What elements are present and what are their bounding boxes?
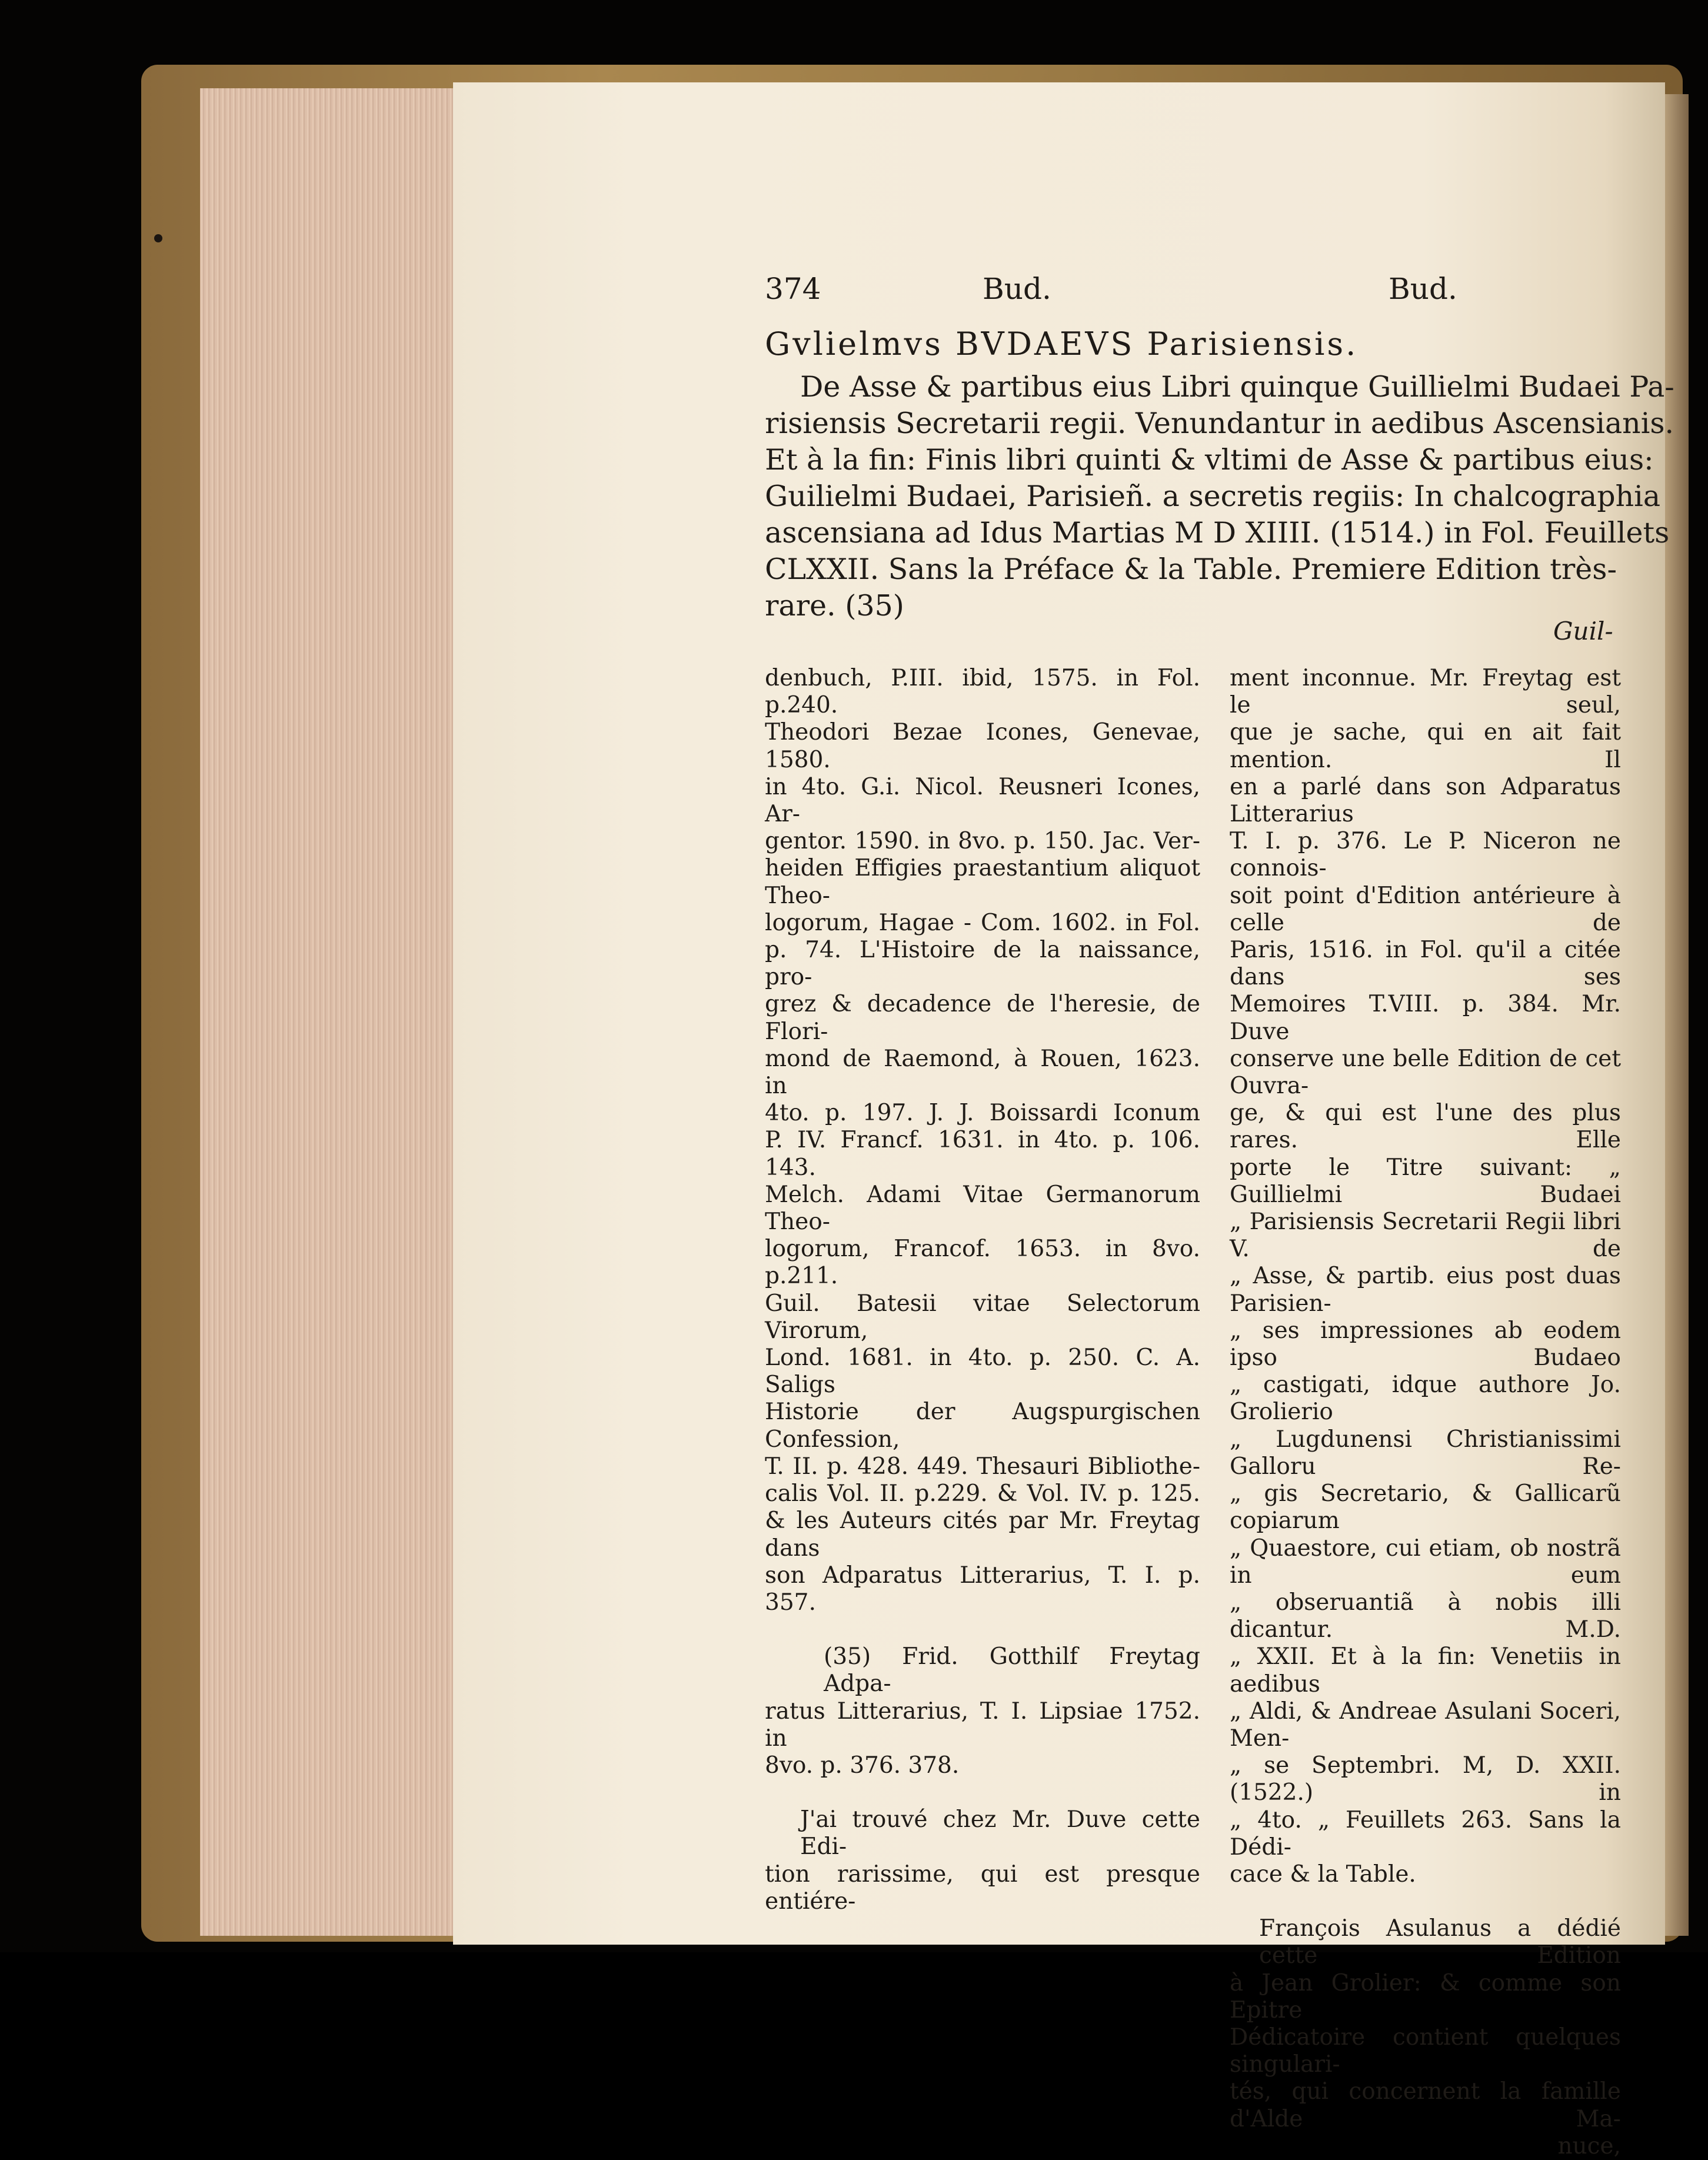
note-line: grez & decadence de l'heresie, de Flori- bbox=[765, 991, 1200, 1045]
note-line: gentor. 1590. in 8vo. p. 150. Jac. Ver- bbox=[765, 828, 1200, 855]
note-line: mond de Raemond, à Rouen, 1623. in bbox=[765, 1045, 1200, 1100]
right-column bbox=[1230, 665, 1621, 2160]
entry-line: risiensis Secretarii regii. Venundantur in aedibus Ascensianis. bbox=[765, 407, 1674, 440]
paragraph-line: conserve une belle Edition de cet Ouvra- bbox=[1230, 1045, 1621, 1100]
paragraph-line: „ Quaestore, cui etiam, ob nostrã in eum bbox=[1230, 1535, 1621, 1589]
paragraph-line: „ Parisiensis Secretarii Regii libri V. de bbox=[1230, 1209, 1621, 1263]
paragraph-line: „ Aldi, & Andreae Asulani Soceri, Men- bbox=[1230, 1698, 1621, 1752]
paragraph-line: ment inconnue. Mr. Freytag est le seul, bbox=[1230, 665, 1621, 719]
paragraph-line: porte le Titre suivant: „ Guillielmi Budaei bbox=[1230, 1154, 1621, 1208]
note-line: denbuch, P.III. ibid, 1575. in Fol. p.240. bbox=[765, 665, 1200, 719]
paragraph-line: Dédicatoire contient quelques singulari- bbox=[1230, 2023, 1621, 2078]
paragraph-line: „ ses impressiones ab eodem ipso Budaeo bbox=[1230, 1317, 1621, 1372]
paragraph-line: „ gis Secretario, & Gallicarũ copiarum bbox=[1230, 1480, 1621, 1535]
footnote-line: (35) Frid. Gotthilf Freytag Adpa- bbox=[824, 1643, 1200, 1698]
entry-line: Et à la fin: Finis libri quinti & vltimi de Asse & partibus eius: bbox=[765, 443, 1654, 477]
note-line: Melch. Adami Vitae Germanorum Theo- bbox=[765, 1181, 1200, 1236]
note-line: Guil. Batesii vitae Selectorum Virorum, bbox=[765, 1290, 1200, 1344]
paragraph-line: nuce, bbox=[1557, 2132, 1621, 2159]
paragraph-line: tés, qui concernent la famille d'Alde Ma- bbox=[1230, 2078, 1621, 2132]
paragraph-line: „ 4to. „ Feuillets 263. Sans la Dédi- bbox=[1230, 1806, 1621, 1861]
entry-line: De Asse & partibus eius Libri quinque Guillielmi Budaei Pa- bbox=[800, 370, 1674, 404]
note-line: logorum, Francof. 1653. in 8vo. p.211. bbox=[765, 1236, 1200, 1290]
note-line: T. II. p. 428. 449. Thesauri Bibliothe- bbox=[765, 1453, 1200, 1480]
paragraph-line: „ obseruantiã à nobis illi dicantur. M.D. bbox=[1230, 1589, 1621, 1643]
running-head-right: Bud. bbox=[1389, 272, 1457, 306]
note-line: 4to. p. 197. J. J. Boissardi Iconum bbox=[765, 1100, 1200, 1127]
footnote-line: ratus Litterarius, T. I. Lipsiae 1752. in bbox=[765, 1698, 1200, 1752]
footnote-line: 8vo. p. 376. 378. bbox=[765, 1752, 960, 1779]
page-number: 374 bbox=[765, 272, 821, 306]
entry-line: Guilielmi Budaei, Parisieñ. a secretis regiis: In chalcographia bbox=[765, 480, 1661, 513]
paragraph-line: Memoires T.VIII. p. 384. Mr. Duve bbox=[1230, 991, 1621, 1045]
left-column bbox=[765, 665, 1200, 1915]
running-head-left: Bud. bbox=[983, 272, 1051, 306]
paragraph-line: ge, & qui est l'une des plus rares. Elle bbox=[1230, 1100, 1621, 1154]
paragraph-line: que je sache, qui en ait fait mention. Il bbox=[1230, 719, 1621, 773]
note-line: P. IV. Francf. 1631. in 4to. p. 106. 143. bbox=[765, 1127, 1200, 1181]
note-line: calis Vol. II. p.229. & Vol. IV. p. 125. bbox=[765, 1480, 1200, 1507]
page-edges bbox=[200, 88, 453, 1936]
paragraph-line: „ castigati, idque authore Jo. Grolierio bbox=[1230, 1372, 1621, 1426]
note-line: p. 74. L'Histoire de la naissance, pro- bbox=[765, 937, 1200, 991]
remark-line: J'ai trouvé chez Mr. Duve cette Edi- bbox=[800, 1806, 1200, 1861]
paragraph-line: cace & la Table. bbox=[1230, 1861, 1416, 1888]
paragraph-line: „ Lugdunensi Christianissimi Galloru Re- bbox=[1230, 1426, 1621, 1480]
remark-line: tion rarissime, qui est presque entiére- bbox=[765, 1861, 1200, 1915]
note-line: logorum, Hagae - Com. 1602. in Fol. bbox=[765, 909, 1200, 936]
paragraph-line: en a parlé dans son Adparatus Litterarius bbox=[1230, 773, 1621, 828]
entry-line: ascensiana ad Idus Martias M D XIIII. (1514.) in Fol. Feuillets bbox=[765, 516, 1670, 550]
paragraph-line: soit point d'Edition antérieure à celle de bbox=[1230, 882, 1621, 936]
note-line: Historie der Augspurgischen Confession, bbox=[765, 1399, 1200, 1453]
note-line: & les Auteurs cités par Mr. Freytag dans bbox=[765, 1507, 1200, 1562]
paragraph-line: „ XXII. Et à la fin: Venetiis in aedibus bbox=[1230, 1643, 1621, 1698]
note-line: Lond. 1681. in 4to. p. 250. C. A. Saligs bbox=[765, 1344, 1200, 1399]
note-line: heiden Effigies praestantium aliquot Theo- bbox=[765, 855, 1200, 909]
catchword: Guil- bbox=[1553, 617, 1613, 645]
entry-heading: Gvlielmvs BVDAEVS Parisiensis. bbox=[765, 325, 1359, 362]
binding-spot bbox=[154, 234, 162, 242]
note-line: Theodori Bezae Icones, Genevae, 1580. bbox=[765, 719, 1200, 773]
paragraph-line: „ se Septembri. M, D. XXII. (1522.) in bbox=[1230, 1752, 1621, 1806]
paragraph-line: Paris, 1516. in Fol. qu'il a citée dans ses bbox=[1230, 937, 1621, 991]
paragraph-line: François Asulanus a dédié cette Edition bbox=[1259, 1915, 1621, 1969]
running-header bbox=[765, 272, 1457, 313]
paragraph-line: „ Asse, & partib. eius post duas Parisien- bbox=[1230, 1263, 1621, 1317]
paragraph-line: à Jean Grolier: & comme son Epitre bbox=[1230, 1969, 1621, 2023]
entry-line: CLXXII. Sans la Préface & la Table. Premiere Edition très- bbox=[765, 553, 1617, 586]
note-line: son Adparatus Litterarius, T. I. p. 357. bbox=[765, 1562, 1200, 1616]
paragraph-line: T. I. p. 376. Le P. Niceron ne connois- bbox=[1230, 828, 1621, 882]
entry-line: rare. (35) bbox=[765, 589, 904, 623]
note-line: in 4to. G.i. Nicol. Reusneri Icones, Ar- bbox=[765, 773, 1200, 828]
